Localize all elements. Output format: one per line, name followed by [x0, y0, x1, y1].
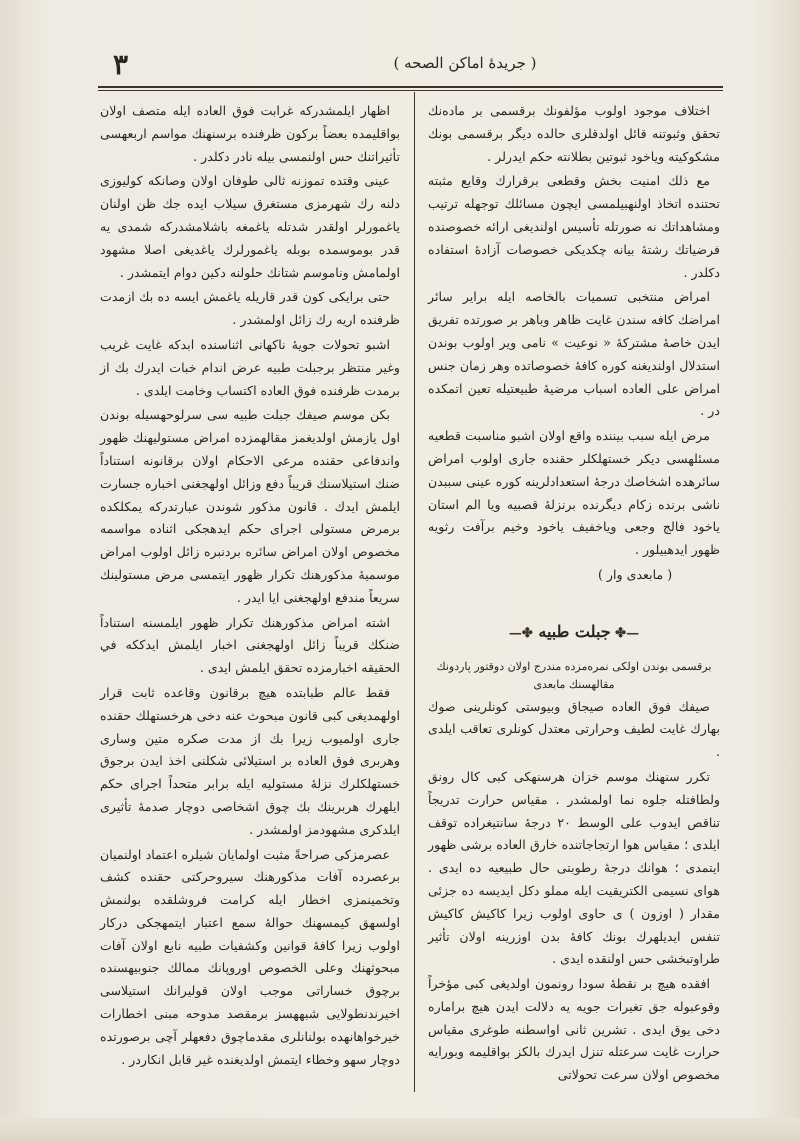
left-column: [100, 100, 400, 1073]
paragraph: عينى وقتده تموزنه ثالى طوفان اولان وصانكه كوليوزى دلنه رك شهرمزى مستغرق سيلاب ايده جك ظن اولنان ياغمورلر اولقدر شدتله ياغمغه باشلامشدركه شمدى يه قدر بوموسمده بوبله ياغمورلرك ياغديغى اصلا مشهود اولمامش وناموسم شتانك حلولنه دكين دوام ايتمشدر .: [100, 173, 400, 280]
header-rule-thin: [98, 90, 723, 91]
masthead-title: ( جريدهٔ اماكن الصحه ): [393, 54, 537, 72]
paragraph: اشته امراض مذكورهنك تكرار ظهور ايلمسنه استناداً ضنكك قريباً زائل اولهجغنى اخبار ايلمش ايدككه في الحقيقه اخبارمزده تحقق ايلمش ايدى .: [100, 614, 400, 676]
page-bottom-edge: [0, 1118, 800, 1142]
paragraph: عصرمزكى صراحةً مثبت اولمايان شيلره اعتماد اولنميان برعصرده آفات مذكورهنك سيروحركتى حقنده كشف وتخمينمزى اخطار ايله كرامت فروشلقده بولنمش اولسهق كيمسهنك حوالهٔ سمع اعتبار ايتمهجكى دركار اولوب زيرا كافهٔ قوانين وكشفيات طبيه نابع اولان آفات مبحوثهنك وعلى الخصوص اوروپانك ممالك جنوبيهسنده برچوق خساراتى موجب اولان قوليرانك استيلاسى اخيرندنطولايى شبههسز برمقصد مدوحه مبنى اخطارات خيرخواهانهده بولنانلرى مقدماچوق دفعهلر آچى برصورتده دوچار سهو وخطاء ايتمش اولديغنده غير قابل انكاردر .: [100, 846, 400, 1067]
ornament-icon: ✤—: [508, 625, 533, 641]
continued-note: ( مابعدى وار ): [598, 566, 673, 582]
paragraph: اظهار ايلمشدركه غرابت فوق العاده ايله متصف اولان بواقليمده بعضاً بركون ظرفنده برسنهنك مواسم اربعهسى تأثيراتنك حس اولنمسى بيله نادر دكلدر .: [100, 103, 400, 164]
section-heading: [428, 621, 720, 646]
paragraph: اختلاف موجود اولوب مؤلفونك برقسمى بر مادەنك تحقق وثبوتنه قائل اولدقلرى حالده ديگر برقسمى بونك مشكوكيته وياخود ثبوتين بطلانته حكم ايدرلر .: [428, 103, 720, 164]
column-divider: [414, 92, 415, 1092]
section-subhead: برقسمى بوندن اولكى نمرەمزده مندرج اولان دوقتور پاردونك مقالهسنك مابعدى: [436, 659, 712, 691]
page-number: ٣: [113, 48, 129, 81]
paragraph: اشبو تحولات جويهٔ ناكهانى اثناسنده ابدكه غايت غريب وغير منتظر برجبلت طبيه عرض اندام خبات ايدرك بك از برمدت ظرفنده فوق العاده اكتساب وخامت ايلدى .: [100, 336, 400, 398]
ornament-icon: —✤: [610, 625, 640, 641]
paragraph: مع ذلك امنيت بخش وقطعى برقرارك وقايع مثبته تحتنده اتخاذ اولنهبيلمسى ايچون مسائلك توجهله ترتيب ومشاهداتك نه صورتله تأسيس اولنديغى ارائه خصوصنده فرضياتك رشتهٔ بيانه چكديكى خصوصات آزادهٔ استفاده دكلدر .: [428, 173, 720, 280]
paragraph: بكن موسم صيفك جبلت طبيه سى سرلوحهسيله بوندن اول يازمش اولديغمز مقالهمزده امراض مستوليهنك ظهور واندفاعى حقنده مرعى الاحكام اولان برقانونه استناداً ضنك استيلاسنك قريباً دفع وزائل اولهجغنى اخباره جسارت ايلمش ايدك . قانون مذكور شوندن عبارتدركه يمكلكده برمرض مستولى اجراى حكم ايدهجكى اثناده مواسمه مخصوص اولان امراض سائره بردنبره زائل اولوب امراض موسميهٔ مذكورهنك تكرار ظهور ايتمسى مرض مستولينك سريعاً مندفع اولهجغنى ايا ايدر .: [100, 407, 400, 605]
paragraph: افقده هيچ بر نقطهٔ سودا رونمون اولديغى كبى مؤخراً وقوعبوله جق تغيرات جويه يه دلالت ايدن هيچ براماره دخى يوق ايدى . تشرين ثانى اواسطنه طوغرى مقياس حرارت غايت سرعتله تنزل ايدرك بالكز بواقليمه وبورايه مخصوص اولان سرعت تحولاتى: [428, 976, 720, 1083]
paragraph: فقط عالم طبابتده هيچ برقانون وقاعده ثابت قرار اولهمديغى كبى قانون مبحوث عنه دخى هرخستهلك حقنده جارى اولميوب زيرا بك از مدت صكره متين وسارى وهربرى فوق العاده بر استيلائى شكلنى اخذ ايدن برجوق خستهلكلرك نزلهٔ مستوليه ايله برابر متحداً اجراى حكم ايلهرك هربرينك بك چوق اشخاصى دوچار صدمهٔ تأثيرى ايلدكرى مشهودمز اولمشدر .: [100, 684, 400, 837]
paragraph: تكرر سنهنك موسم خزان هرسنهكى كبى كال رونق ولطافتله جلوه نما اولمشدر . مقياس حرارت تدريجاً تناقص ايدوب على الوسط ٢٠ درجهٔ سانتيغراده توقف ايلدى ؛ مقياس هوا ارتجاجاتنده خارق العاده برشى ظهور ايتمدى ؛ هوانك درجهٔ رطوبتى حال طبيعيه ده ايدى . هواى نسيمى الكتريقيت ايله مملو دكل ايديسه ده جزئى مقدار ( اوزون ) ى حاوى اولوب زيرا كاكيش كاكيش تنفس ايديلهرك بونك كافهٔ بدن اوزرينه اولان تأثير طراوتبخشى حس اولنقده ايدى .: [428, 768, 721, 967]
page-header: [95, 44, 725, 84]
right-column: [428, 100, 720, 1089]
section-title: جبلت طبيه: [538, 621, 611, 641]
paragraph: امراض منتخبى تسميات بالخاصه ايله براير سائر امراضك كافه سندن غايت ظاهر وباهر بر صورتده تفريق ايدن خاصهٔ مشتركهٔ « نوعيت » نامى وير اولوب بوندن استدلال اولنديغنه كوره كافهٔ خصوصاتده وهر زمان جنس امراض على العاده اسباب مرضيهٔ طبيعتيله تعين اتمكده در .: [428, 289, 720, 419]
header-rule: [98, 86, 723, 88]
paragraph: حتى برايكى كون قدر قاريله ياغمش ايسه ده بك ازمدت ظرفنده اريه رك زائل اولمشدر .: [100, 289, 400, 328]
paragraph: صيفك فوق العاده صيجاق وبيوستى كونلرينى صوك بهارك غايت لطيف وحرارتى معتدل كونلرى تعاقب ايلدى .: [428, 698, 720, 760]
paragraph: مرض ايله سبب بيننده واقع اولان اشبو مناسبت قطعيه مسئلهسى ديكر خستهلكلر حقنده جارى اولوب امراض سائرهده اشخاصك درجهٔ استعدادلرينه كوره عينى سببدن ناشى برنده زكام ديگرنده برنزلهٔ قصبيه ويا الم استان ياخود فالج وجعى وياخفيف ياخود وخيم برآفت رثويه ظهور ايدهبيلور .: [428, 428, 720, 558]
